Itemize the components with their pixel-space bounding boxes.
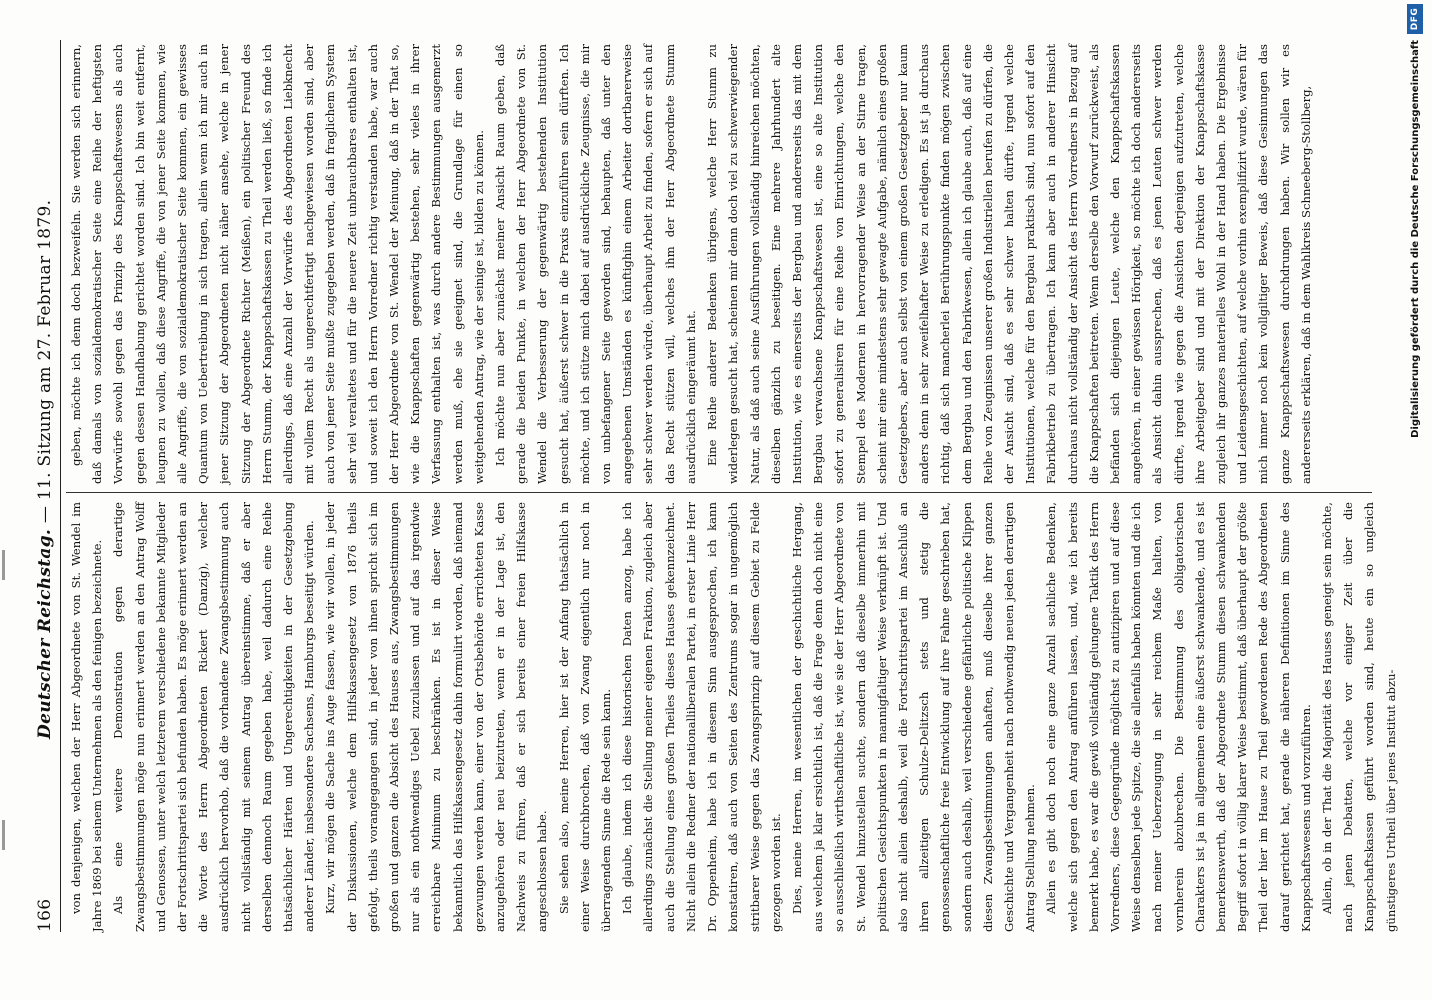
- paragraph: Sie sehen also, meine Herren, hier ist der Anfang thatsächlich in einer Weise durchbrochen, daß von Zwang eigentlich nur noch in überragendem Sinne die Rede sein kann.: [556, 502, 614, 932]
- page-number: 166: [35, 898, 55, 932]
- header-line: [35, 40, 55, 899]
- page-header: [30, 40, 61, 932]
- paragraph: Kurz, wir mögen die Sache ins Auge fassen, wie wir wollen, in jeder der Diskussionen, welche dem Hilfskassengesetz von 1876 theils gefolgt, theils vorangegangen sind, in jeder von ihnen spricht sich im großen und ganzen die Absicht des Hauses aus, Zwangsbestimmungen nur als ein nothwendiges Uebel zuzulassen und auf das irgendwie erreichbare Minimum zu beschränken. Es ist in dieser Weise bekanntlich das Hilfskassengesetz dahin formulirt worden, daß niemand gezwungen werden kann, einer von der Ortsbehörde errichteten Kasse anzugehören oder neu beizutreten, wenn er in der Lage ist, den Nachweis zu führen, daß er sich bereits einer freien Hilfskasse angeschlossen habe.: [323, 502, 550, 932]
- dfg-logo: DFG: [1407, 4, 1423, 34]
- paragraph: Dies, meine Herren, im wesentlichen der geschichtliche Hergang, aus welchem ja klar ersichtlich ist, daß die Frage denn doch nicht eine so ausschließlich wirthschaftliche ist, wie sie der Herr Abgeordnete von St. Wendel hinzustellen suchte, sondern daß dieselbe immerhin mit politischen Gesichtspunkten in mannigfaltiger Weise verknüpft ist. Und also nicht allein deshalb, weil die Fortschrittspartei im Anschluß an ihren allzeitigen Schulze-Delitzsch stets und stetig die genossenschaftliche freie Entwicklung auf ihre Fahne geschrieben hat, sondern auch deshalb, weil verschiedene gefährliche politische Klippen diesen Zwangsbestimmungen anhaften, muß dieselbe ihrer ganzen Geschichte und Vergangenheit nach nothwendig neuen jeden derartigen Antrag Stellung nehmen.: [789, 502, 1038, 932]
- text-column-left: [66, 502, 1398, 932]
- publication-title: Deutscher Reichstag.: [35, 528, 55, 739]
- paragraph: Allein es gibt doch noch eine ganze Anzahl sachliche Bedenken, welche sich gegen den Antrag anführen lassen, und, wie ich bereits bemerkt habe, es war die gewiß vollständig gelungene Taktik des Herrn Vorredners, diese Gegengründe möglichst zu antizipiren und auf diese Weise denselben jede Spitze, die sie allenfalls haben könnten und die ich nach meiner Ueberzeugung in sehr reichem Maße halten, von vornherein abzubrechen. Die Bestimmung des obligatorischen Charakters ist ja im allgemeinen eine äußerst schwankende, und es ist bemerkenswerth, daß der Abgeordnete Stumm diesen schwankenden Begriff sofort in völlig klarer Weise bestimmt, daß überhaupt der größte Theil der hier im Hause zu Theil gewordenen Rede des Abgeordneten darauf gerichtet hat, gerade die näheren Definitionen im Sinne des Knappschaftswesens und vorzuführen.: [1044, 502, 1313, 932]
- paragraph: von denjenigen, welchen der Herr Abgeordnete von St. Wendel im Jahre 1869 bei seinem Unternehmen als den feinigen bezeichnete.: [69, 502, 105, 932]
- scan-artifact: [2, 550, 5, 580]
- credit-text: Digitalisierung gefördert durch die Deutsche Forschungsgemeinschaft: [1409, 40, 1421, 438]
- text-column-right: [66, 44, 1380, 484]
- scan-artifact: [2, 820, 5, 850]
- session-info: — 11. Sitzung am 27. Februar 1879.: [35, 199, 55, 524]
- paragraph: Ich glaube, indem ich diese historischen Daten anzog, habe ich allerdings zunächst die Stellung meiner eigenen Fraktion, zugleich aber auch die Stellung eines großen Theiles dieses Hauses gekennzeichnet. Nicht allein die Redner der nationalliberalen Partei, in erster Linie Herr Dr. Oppenheim, habe ich in diesem Sinn ausgesprochen, ich kann konstatiren, daß auch von Seiten des Zentrums sogar in ungemöglich stritbarer Weise gegen das Zwangsprinzip auf diesem Gebiet zu Felde gezogen worden ist.: [620, 502, 783, 932]
- paragraph: Eine Reihe anderer Bedenken übrigens, welche Herr Stumm zu widerlegen gesucht hat, scheinen mir denn doch viel zu schwerwiegender Natur, als daß auch seine Ausführungen vollständig hinreichen möchten, dieselben gänzlich zu beseitigen. Eine mehrere Jahrhundert alte Institution, wie es einerseits der Bergbau und andererseits das mit dem Bergbau verwachsene Knappschaftswesen ist, eine so alte Institution sofort zu generalisiren für eine Reihe von Einrichtungen, welche den Stempel des Modernen in hervorragender Weise an der Stirne tragen, scheint mir eine mindestens sehr gewagte Aufgabe, nämlich eines großen Gesetzgebers, aber auch selbst von einem großen Gesetzgeber nur kaum anders denn in sehr zweifelhafter Weise zu erledigen. Es ist ja durchaus richtig, daß sich mancherlei Berührungspunkte finden mögen zwischen dem Bergbau und den Fabrikwesen, allein ich glaube auch, daß auf eine Reihe von Zeugnissen unserer großen Industriellen berufen zu dürfen, die der Ansicht sind, daß es sehr schwer halten dürfte, irgend welche Institutionen, welche für den Bergbau praktisch sind, nun sofort auf den Fabrikbetrieb zu übertragen. Ich kann aber auch in anderer Hinsicht durchaus nicht vollständig der Ansicht des Herrn Vorredners in Bezug auf die Knappschaften beitreten. Wenn derselbe den Vorwurf zurückweist, als befänden sich diejenigen Leute, welche den Knappschaftskassen angehören, in einer gewissen Hörigkeit, so möchte ich doch andererseits als Ansicht dahin aussprechen, daß es jenen Leuten schwer werden dürfte, irgend wie gegen die Ansichten derjenigen aufzutreten, welche ihre Arbeitgeber sind und mit der Direktion der Knappschaftskasse zugleich ihr ganzes materielles Wohl in der Hand haben. Die Ergebnisse und Leidensgeschichten, auf welche vorhin exemplifizirt wurde, wären für mich immer noch kein vollgiltiger Beweis, daß diese Gesinnungen das ganze Knappschaftswesen durchdrungen haben. Wir sollen wir es andererseits erklären, daß in dem Wahlkreis Schneeberg-Stollberg,: [705, 44, 1313, 484]
- digitization-credit: [1403, 0, 1427, 1000]
- paragraph: Allein, ob in der That die Majorität des Hauses geneigt sein möchte, nach jenen Debatten, welche vor einiger Zeit über die Knappschaftskassen geführt worden sind, heute ein so ungleich günstigeres Urtheil über jenes Institut abzu-: [1319, 502, 1398, 932]
- paragraph: geben, möchte ich denn doch bezweifeln. Sie werden sich erinnern, daß damals von sozialdemokratischer Seite eine Reihe der heftigsten Vorwürfe sowohl gegen das Prinzip des Knappschaftswesens als auch gegen dessen Handhabung gerichtet worden sind. Ich bin weit entfernt, leugnen zu wollen, daß diese Angriffe, die von jener Seite kommen, wie alle Angriffe, die von sozialdemokratischer Seite kommen, ein gewisses Quantum von Uebertreibung in sich tragen, allein wenn ich mir auch in jener Sitzung der Abgeordneten nicht näher ansehe, welche in jener Sitzung der Abgeordnete Richter (Meißen), ein politischer Freund des Herrn Stumm, der Knappschaftskassen zu Theil werden ließ, so finde ich allerdings, daß eine Anzahl der Vorwürfe des Abgeordneten Liebknecht mit vollem Recht als ungerechtfertigt nachgewiesen worden sind, aber auch von jener Seite mußte zugegeben werden, daß in fraglichem System sehr viel veraltetes und für die neuere Zeit unbrauchbares enthalten ist, und soweit ich den Herrn Vorredner richtig verstanden habe, war auch der Herr Abgeordnete von St. Wendel der Meinung, daß in der That so, wie die Knappschaften gegenwärtig bestehen, sehr vieles in ihrer Verfassung enthalten ist, was durch andere Bestimmungen ausgemerzt werden muß, ehe sie geeignet sind, die Grundlage für einen so weitgehenden Antrag, wie der seinige ist, bilden zu können.: [69, 44, 486, 484]
- paragraph: Als eine weitere Demonstration gegen derartige Zwangsbestimmungen möge nun erinnert werden an den Antrag Wolff und Genossen, unter welch letzterem verschiedene bekannte Mitglieder der Fortschrittspartei sich befunden haben. Es möge erinnert werden an die Worte des Herrn Abgeordneten Rickert (Danzig), welcher ausdrücklich hervorhob, daß die vorhandene Zwangsbestimmung auch nicht vollständig mit seinem Antrag übereinstimme, daß er aber derselben dennoch Raum gegeben habe, weil dadurch eine Reihe thatsächlicher Härten und Ungerechtigkeiten in der Gesetzgebung anderer Länder, insbesondere Sachsens, Hamburgs beseitigt würden.: [111, 502, 317, 932]
- column-divider: [66, 492, 1372, 493]
- paragraph: Ich möchte nun aber zunächst meiner Ansicht Raum geben, daß gerade die beiden Punkte, in welchen der Herr Abgeordnete von St. Wendel die Verbesserung der gegenwärtig bestehenden Institution gesucht hat, äußerst schwer in die Praxis einzuführen sein dürften. Ich möchte, und ich stütze mich dabei auf ausdrückliche Zeugnisse, die mir von unbefangener Seite geworden sind, behaupten, daß unter den angegebenen Umständen es künftighin einem Arbeiter dortbarerweise sehr schwer werden würde, überhaupt Arbeit zu finden, sofern er sich auf das Recht stützen will, welches ihm der Herr Abgeordnete Stumm ausdrücklich eingeräumt hat.: [493, 44, 698, 484]
